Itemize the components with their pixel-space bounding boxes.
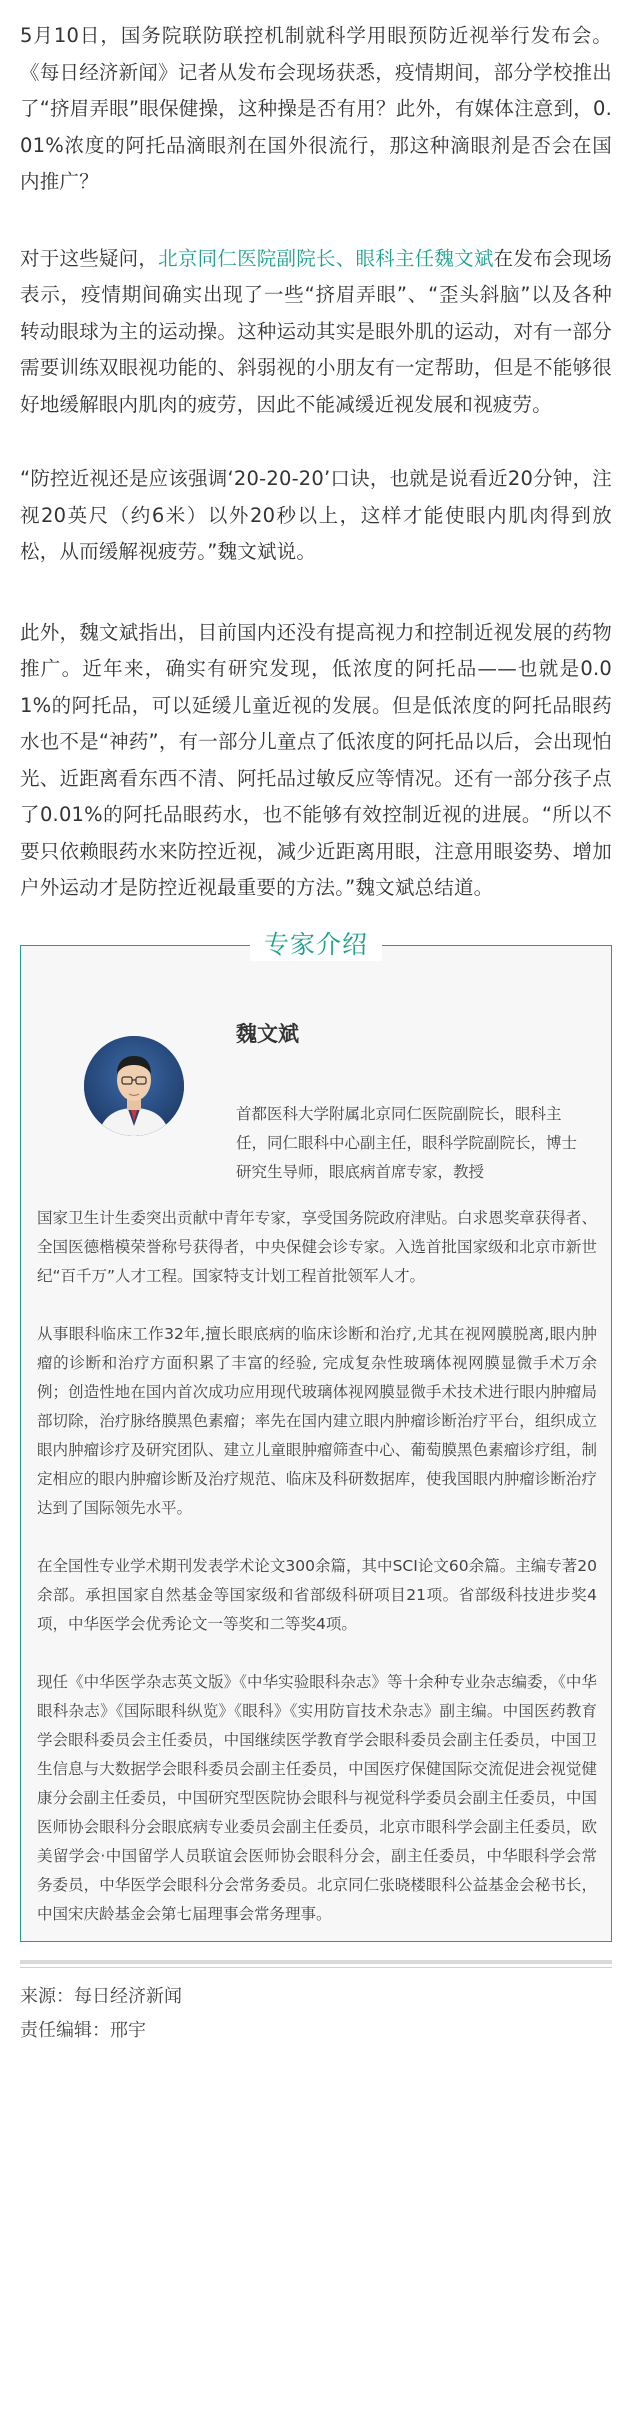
paragraph-expert-response-prefix: 对于这些疑问， — [20, 246, 159, 270]
footer-divider — [20, 1960, 612, 1964]
expert-titles: 首都医科大学附属北京同仁医院副院长，眼科主任，同仁眼科中心副主任，眼科学院副院长，博士研究生导师，眼底病首席专家，教授 — [236, 1104, 578, 1181]
expert-name-link[interactable]: 北京同仁医院副院长、眼科主任魏文斌 — [158, 246, 494, 270]
expert-box — [20, 945, 612, 1942]
paragraph-intro: 5月10日，国务院联防联控机制就科学用眼预防近视举行发布会。《每日经济新闻》记者从发布会现场获悉，疫情期间，部分学校推出了“挤眉弄眼”眼保健操，这种操是否有用？此外，有媒体注意到，0.01%浓度的阿托品滴眼剂在国外很流行，那这种滴眼剂是否会在国内推广？ — [20, 24, 612, 193]
avatar — [84, 1036, 184, 1136]
paragraph-expert-response-body: 在发布会现场表示，疫情期间确实出现了一些“挤眉弄眼”、“歪头斜脑”以及各种转动眼球为主的运动操。这种运动其实是眼外肌的运动，对有一部分需要训练双眼视功能的、斜弱视的小朋友有一定帮助，但是不能够很好地缓解眼内肌肉的疲劳，因此不能减缓近视发展和视疲劳。 — [20, 246, 612, 416]
expert-section — [20, 929, 612, 1942]
article-footer — [20, 1968, 612, 2048]
portrait-icon — [84, 1036, 184, 1136]
expert-bio-clinical: 从事眼科临床工作32年,擅长眼底病的临床诊断和治疗,尤其在视网膜脱离,眼内肿瘤的诊断和治疗方面积累了丰富的经验, 完成复杂性玻璃体视网膜显微手术万余例；创造性地在国内首次成功应用现代玻璃体视网膜显微手术技术进行眼内肿瘤局部切除，治疗脉络膜黑色素瘤；率先在国内建立眼内肿瘤诊断治疗平台，组织成立眼内肿瘤诊疗及研究团队、建立儿童眼肿瘤筛查中心、葡萄膜黑色素瘤诊疗组，制定相应的眼内肿瘤诊断及治疗规范、临床及科研数据库，使我国眼内肿瘤诊断治疗达到了国际领先水平。 — [37, 1324, 597, 1517]
expert-section-title: 专家介绍 — [250, 929, 382, 961]
editor-line: 责任编辑：邢宇 — [20, 2019, 146, 2041]
paragraph-expert-response — [20, 241, 612, 424]
expert-name: 魏文斌 — [236, 1021, 299, 1046]
paragraph-atropine: 此外，魏文斌指出，目前国内还没有提高视力和控制近视发展的药物推广。近年来，确实有研究发现，低浓度的阿托品——也就是0.01%的阿托品，可以延缓儿童近视的发展。但是低浓度的阿托品眼药水也不是“神药”，有一部分儿童点了低浓度的阿托品以后，会出现怕光、近距离看东西不清、阿托品过敏反应等情况。还有一部分孩子点了0.01%的阿托品眼药水，也不能够有效控制近视的进展。“所以不要只依赖眼药水来防控近视，减少近距离用眼，注意用眼姿势、增加户外运动才是防控近视最重要的方法。”魏文斌总结道。 — [20, 620, 612, 899]
expert-bio-positions: 现任《中华医学杂志英文版》《中华实验眼科杂志》等十余种专业杂志编委，《中华眼科杂志》《国际眼科纵览》《眼科》《实用防盲技术杂志》副主编。中国医药教育学会眼科委员会主任委员，中国继续医学教育学会眼科委员会副主任委员，中国卫生信息与大数据学会眼科委员会副主任委员，中国医疗保健国际交流促进会视觉健康分会副主任委员，中国研究型医院协会眼科与视觉科学委员会副主任委员，中国医师协会眼科分会眼底病专业委员会副主任委员，北京市眼科学会副主任委员，欧美留学会·中国留学人员联谊会医师协会眼科分会，副主任委员，中华眼科学会常务委员，中华医学会眼科分会常务委员。北京同仁张晓楼眼科公益基金会秘书长，中国宋庆龄基金会第七届理事会常务理事。 — [37, 1672, 597, 1923]
source-line: 来源：每日经济新闻 — [20, 1985, 182, 2007]
expert-profile — [37, 972, 597, 1204]
expert-bio-research: 在全国性专业学术期刊发表学术论文300余篇，其中SCI论文60余篇。主编专著20余部。承担国家自然基金等国家级和省部级科研项目21项。省部级科技进步奖4项，中华医学会优秀论文一等奖和二等奖4项。 — [37, 1556, 597, 1633]
expert-bio-honors: 国家卫生计生委突出贡献中青年专家，享受国务院政府津贴。白求恩奖章获得者、全国医德楷模荣誉称号获得者，中央保健会诊专家。入选首批国家级和北京市新世纪“百千万”人才工程。国家特支计划工程首批领军人才。 — [37, 1208, 597, 1285]
paragraph-quote-20-20-20: “防控近视还是应该强调‘20-20-20’口诀，也就是说看近20分钟，注视20英尺（约6米）以外20秒以上，这样才能使眼内肌肉得到放松，从而缓解视疲劳。”魏文斌说。 — [20, 467, 612, 563]
